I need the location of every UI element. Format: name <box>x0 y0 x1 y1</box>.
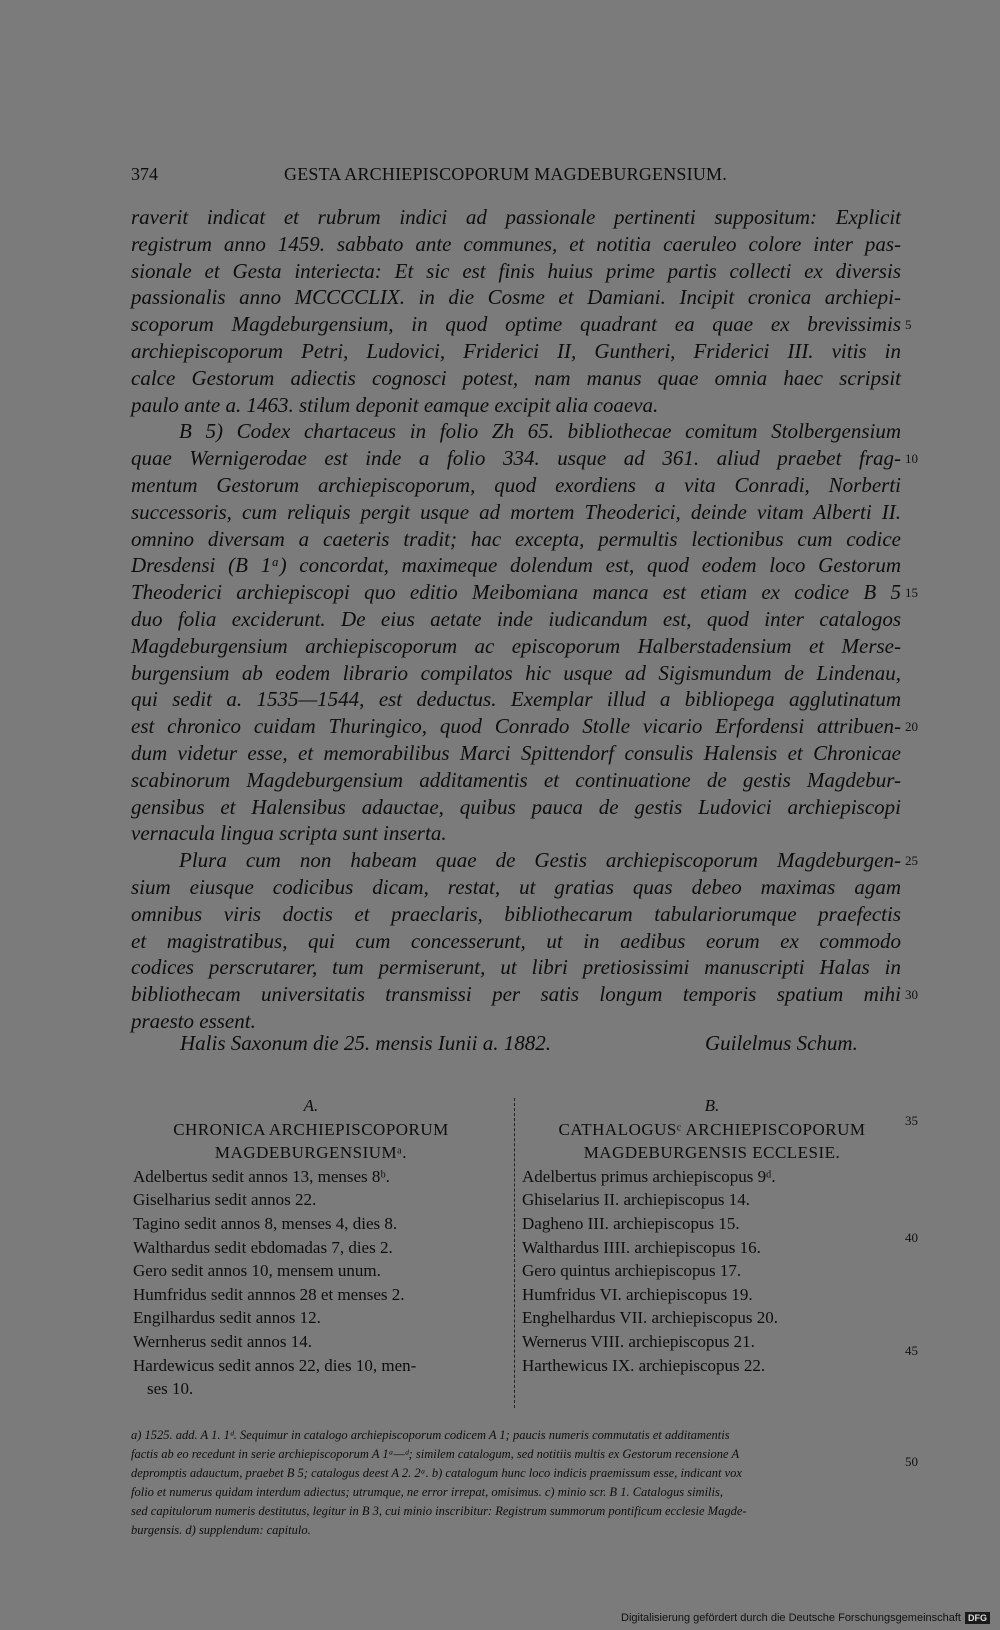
column-a-list <box>133 1165 489 1401</box>
margin-line-number: 15 <box>905 585 918 601</box>
margin-line-number: 20 <box>905 719 918 735</box>
margin-line-number: 35 <box>905 1113 918 1128</box>
body-line: et magistratibus, qui cum concesserunt, ut in aedibus eorum ex commodo <box>131 928 901 953</box>
body-line: Magdeburgensium archiepiscoporum ac episcoporum Halberstadensium et Merse- <box>131 633 901 658</box>
footer <box>621 1612 990 1624</box>
footnote-line: a) 1525. add. A 1. 1ᵈ. Sequimur in catalogo archiepiscoporum codicem A 1; paucis numeris commutatis et additamentis <box>131 1428 730 1442</box>
list-item: Engilhardus sedit annos 12. <box>133 1308 321 1328</box>
footnotes <box>131 1426 901 1540</box>
margin-line-number: 10 <box>905 451 918 467</box>
body-line: bibliothecam universitatis transmissi per satis longum temporis spatium mihi <box>131 982 901 1007</box>
column-b-title-2: MAGDEBURGENSIS ECCLESIE. <box>583 1143 841 1163</box>
list-item: Enghelhardus VII. archiepiscopus 20. <box>522 1308 779 1328</box>
column-a-letter: A. <box>303 1096 319 1115</box>
body-line: raverit indicat et rubrum indici ad passionale pertinenti suppositum: Explicit <box>131 205 901 229</box>
column-b-title-1: CATHALOGUSᶜ ARCHIEPISCOPORUM <box>558 1119 866 1139</box>
body-line: praesto essent. <box>131 1008 256 1033</box>
list-item: Giselharius sedit annos 22. <box>133 1190 317 1210</box>
list-item: Walthardus sedit ebdomadas 7, dies 2. <box>133 1237 393 1257</box>
body-line: passionalis anno MCCCCLIX. in die Cosme et Damiani. Incipit cronica archiepi- <box>131 285 901 310</box>
margin-line-number: 50 <box>905 1454 918 1469</box>
list-item: Harthewicus IX. archiepiscopus 22. <box>522 1355 766 1375</box>
footnote-line: folio et numerus quidam interdum adiectus; utrumque, ne error irrepat, omisimus. c) minio scr. B 1. Catalogus similis, <box>131 1485 723 1499</box>
list-item: Walthardus IIII. archiepiscopus 16. <box>522 1237 761 1257</box>
margin-line-number: 30 <box>905 987 918 1003</box>
body-line: omnino diversam a caeteris tradit; hac excepta, permultis lectionibus cum codice <box>131 526 901 551</box>
list-item: Gero sedit annos 10, mensem unum. <box>133 1261 381 1281</box>
body-text <box>131 204 901 1035</box>
column-divider <box>514 1098 516 1408</box>
list-item: Dagheno III. archiepiscopus 15. <box>522 1213 740 1233</box>
list-item: ses 10. <box>147 1379 194 1399</box>
list-item: Humfridus VI. archiepiscopus 19. <box>522 1284 753 1304</box>
body-line: calce Gestorum adiectis cognosci potest, nam manus quae omnia haec scripsit <box>131 365 901 390</box>
footnote-line: sed capitulorum numeris destitutus, legitur in B 3, cui minio inscribitur: Registrum summorum pontificum ecclesie Magde- <box>131 1504 747 1518</box>
body-line: codices perscrutarer, tum permiserunt, ut libri pretiosissimi manuscripti Halas in <box>131 955 901 980</box>
body-line: duo folia exciderunt. De eius aetate inde iudicandum est, quod inter catalogos <box>131 606 901 631</box>
page-number: 374 <box>131 164 158 184</box>
page-header <box>131 164 911 194</box>
margin-line-number: 25 <box>905 853 918 869</box>
body-line: scoporum Magdeburgensium, in quod optime quadrant ea quae ex brevissimis <box>131 312 901 337</box>
dfg-logo: DFG <box>965 1612 990 1624</box>
body-line: omnibus viris doctis et praeclaris, bibliothecarum tabulariorumque praefectis <box>131 901 901 926</box>
body-line: quae Wernigerodae est inde a folio 334. usque ad 361. aliud praebet frag- <box>131 446 901 471</box>
body-line: Plura cum non habeam quae de Gestis archiepiscoporum Magdeburgen- <box>179 848 901 873</box>
list-item: Hardewicus sedit annos 22, dies 10, men- <box>133 1355 417 1375</box>
body-line: burgensium ab eodem librario compilatos hic usque ad Sigismundum de Lindenau, <box>131 660 901 685</box>
column-a-title-2: MAGDEBURGENSIUMᵃ. <box>214 1143 408 1163</box>
column-b-letter: B. <box>704 1096 720 1115</box>
body-line: sionale et Gesta interiecta: Et sic est finis huius prime partis collecti ex diversis <box>131 258 901 283</box>
body-line: Dresdensi (B 1ᵃ) concordat, maximeque dolendum est, quod eodem loco Gestorum <box>131 553 901 578</box>
signature-name: Guilelmus Schum. <box>705 1031 858 1055</box>
list-item: Wernerus VIII. archiepiscopus 21. <box>522 1331 755 1351</box>
signature-place-date: Halis Saxonum die 25. mensis Iunii a. 1882. <box>180 1031 551 1055</box>
list-item: Ghiselarius II. archiepiscopus 14. <box>522 1190 751 1210</box>
footnote-line: depromptis adauctum, praebet B 5; catalogus deest A 2. 2ᵃ. b) catalogum hunc loco indicis praemissum esse, indicant vox <box>131 1466 742 1480</box>
list-item: Tagino sedit annos 8, menses 4, dies 8. <box>133 1213 398 1233</box>
body-line: paulo ante a. 1463. stilum deponit eamque excipit alia coaeva. <box>131 392 659 417</box>
footer-text: Digitalisierung gefördert durch die Deutsche Forschungsgemeinschaft <box>621 1612 961 1624</box>
column-a <box>133 1094 489 1401</box>
body-line: registrum anno 1459. sabbato ante communes, et notitia caeruleo colore inter pas- <box>131 231 901 256</box>
body-line: vernacula lingua scripta sunt inserta. <box>131 821 447 846</box>
footnote-line: factis ab eo recedunt in serie archiepiscoporum A 1ᵃ—ᵈ; similem catalogum, sed notitiis multis ex Gestorum recensione A <box>131 1447 740 1461</box>
list-item: Adelbertus sedit annos 13, menses 8ᵇ. <box>133 1166 390 1186</box>
body-line: B 5) Codex chartaceus in folio Zh 65. bibliothecae comitum Stolbergensium <box>179 419 901 444</box>
body-line: successoris, cum reliquis pergit usque ad mortem Theoderici, deinde vitam Alberti II. <box>131 499 901 524</box>
body-line: gensibus et Halensibus adauctae, quibus pauca de gestis Ludovici archiepiscopi <box>131 794 901 819</box>
list-item: Gero quintus archiepiscopus 17. <box>522 1261 742 1281</box>
body-line: mentum Gestorum archiepiscoporum, quod exordiens a vita Conradi, Norberti <box>131 472 901 497</box>
column-b <box>522 1094 902 1377</box>
body-line: Theoderici archiepiscopi quo editio Meibomiana manca est etiam ex codice B 5 <box>131 580 901 605</box>
body-line: archiepiscoporum Petri, Ludovici, Friderici II, Guntheri, Friderici III. vitis in <box>131 338 901 363</box>
margin-line-number: 5 <box>905 317 912 333</box>
body-line: scabinorum Magdeburgensium additamentis et continuatione de gestis Magdebur- <box>131 767 901 792</box>
column-b-list <box>522 1165 902 1377</box>
column-a-title-1: CHRONICA ARCHIEPISCOPORUM <box>173 1119 449 1139</box>
list-item: Wernherus sedit annos 14. <box>133 1331 312 1351</box>
body-line: est chronico cuidam Thuringico, quod Conrado Stolle vicario Erfordensi attribuen- <box>131 714 901 739</box>
running-title: GESTA ARCHIEPISCOPORUM MAGDEBURGENSIUM. <box>284 164 727 184</box>
margin-line-number: 45 <box>905 1343 918 1358</box>
body-line: sium eiusque codicibus dicam, restat, ut gratias quas debeo maximas agam <box>131 874 901 899</box>
margin-line-number: 40 <box>905 1230 918 1245</box>
list-item: Humfridus sedit annnos 28 et menses 2. <box>133 1284 405 1304</box>
body-line: qui sedit a. 1535—1544, est deductus. Exemplar illud a bibliopega agglutinatum <box>131 687 901 712</box>
footnote-line: burgensis. d) supplendum: capitulo. <box>131 1523 311 1537</box>
body-line: dum videtur esse, et memorabilibus Marci Spittendorf consulis Halensis et Chronicae <box>131 740 901 765</box>
list-item: Adelbertus primus archiepiscopus 9ᵈ. <box>522 1166 776 1186</box>
